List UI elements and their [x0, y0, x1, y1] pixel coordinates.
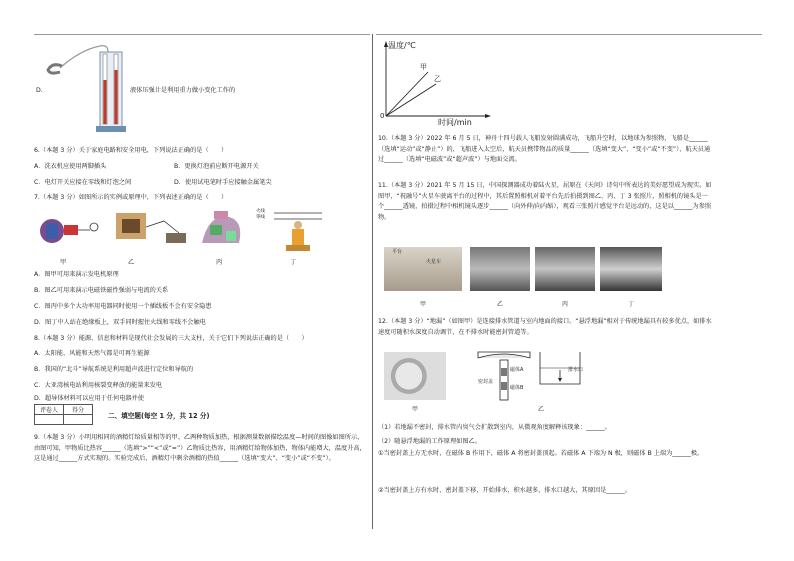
q7-option-b: B．图乙可用来演示电磁铁磁性强弱与电流的关系 — [34, 287, 169, 294]
top-rule-left — [34, 34, 370, 35]
column-divider — [372, 34, 373, 529]
graph-line-jia: 甲 — [420, 63, 427, 71]
q6-option-a: A．洗衣机应使用两脚插头 — [34, 163, 107, 170]
score-table — [34, 404, 93, 425]
q8-option-d: D．超导体材料可以应用于任何电器并使 — [34, 395, 144, 402]
q12-photo-floor-drain — [384, 352, 446, 400]
q12-label-magnet-b: 磁体B — [510, 385, 524, 391]
score-table-blank — [35, 415, 64, 425]
q7-figures — [34, 203, 324, 265]
q12-label-outlet: 排水口 — [568, 367, 584, 373]
graph-origin: 0 — [380, 112, 385, 120]
q8-option-c: C．大亚湾核电站利用核裂变释放的能量来发电 — [34, 382, 163, 389]
q7-option-c: C．图丙中多个大功率用电器同时使用一个插线板不会有安全隐患 — [34, 303, 212, 310]
ding-wire-neutral: 零线 — [256, 215, 265, 220]
q12-part-2b: ②当密封盖上方有水时，密封盖下移，开始排水，积水越多，排水口越大，其原因是______。 — [378, 487, 632, 494]
top-rule-right — [376, 34, 762, 35]
q7-fig-label-ding: 丁 — [290, 259, 297, 266]
q11-caption-bing: 丙 — [562, 301, 569, 308]
q11-photo-ding — [600, 247, 662, 291]
q12-label-seal: 密封盖 — [478, 379, 494, 385]
ding-wire-live: 火线 — [256, 209, 265, 214]
q10-text: 10.（本题 3 分）2022 年 6 月 5 日，神舟十四号载人飞船发射圆满成功，飞船升空时，以地球为参照物，飞船是______（选填“运动”或“静止”）的，飞船进入太空后，航天员携带物品的质量______（选填“变大”、“变小”或“不变”），航天员通过______（选填“电磁波”或“超声波”）与地面交流。 — [378, 135, 711, 163]
q7-stem: 7.（本题 3 分）如图所示的实例或原理中，下列表述正确的是（ ） — [34, 194, 228, 201]
score-table-grader: 评卷人 — [35, 405, 64, 415]
q8-option-b: B．我国的“北斗”导航系统是利用超声波进行定位和导航的 — [34, 366, 194, 373]
section-2-heading: 二、填空题(每空 1 分，共 12 分) — [108, 412, 210, 420]
q12-caption-jia: 甲 — [412, 406, 419, 413]
pressure-gauge-figure — [40, 40, 130, 136]
q7-fig-label-jia: 甲 — [60, 259, 67, 266]
q6-option-b: B．更换灯泡前应断开电源开关 — [174, 163, 259, 170]
q7-option-d: D．图丁中人站在绝缘板上，双手同时握住火线和零线不会触电 — [34, 319, 206, 326]
q8-stem: 8.（本题 3 分）能源、信息和材料是现代社会发展的三大支柱，关于它们下列说法正确的是（ ） — [34, 335, 308, 342]
q7-fig-label-bing: 丙 — [216, 259, 223, 266]
q12-text: 12.（本题 3 分）“地漏”（如图甲）是连接排水管道与室内地面的接口。“悬浮地漏”相对于传统地漏具有较多优点，如排水速度可随积水深度自动调节，在不排水时能密封管道等。 — [378, 318, 712, 336]
q11-photo-yi — [470, 247, 530, 291]
q11-text: 11.（本题 3 分）2021 年 5 月 15 日，中国探测器成功着陆火星，屈原在《天问》诗句中所表达的美好愿望成为现实。如图甲，“祝融号”火星车驶离平台的过程中，其后置照相机对着平台先后拍摄到图乙、丙、丁 3 张照片，照相机的镜头是一个______透镜，拍摄过程中相机镜头逐步______（向外伸/向内缩），观看三张照片感觉平台是远动的，这是以______为参照物。 — [378, 182, 712, 221]
option-d-label: D. — [36, 87, 43, 94]
q8-option-a: A．太阳能、风能和天然气都是可再生能源 — [34, 350, 150, 357]
graph-ylabel: 温度/℃ — [388, 41, 416, 50]
q6-option-c: C．电灯开关应接在零线和灯泡之间 — [34, 179, 132, 186]
q12-part-2a: ①当密封盖上方无水时，在磁体 B 作用下，磁体 A 将密封盖顶起。若磁体 A 下端为 N 极，则磁体 B 上端为______极。 — [378, 450, 704, 457]
q12-label-magnet-a: 磁体A — [510, 367, 524, 373]
q7-option-a: A．图甲可用来演示发电机原理 — [34, 271, 119, 278]
option-d-text: 液体压强计是利用重力做小变化工作的 — [130, 87, 236, 94]
q7-fig-label-yi: 乙 — [128, 259, 135, 266]
score-table-score: 得分 — [64, 405, 93, 415]
q11-platform-label: 平台 — [392, 249, 403, 255]
q6-stem: 6.（本题 3 分）关于家庭电路和安全用电，下列说法正确的是（ ） — [34, 147, 228, 154]
graph-line-yi: 乙 — [434, 75, 441, 83]
q12-part-1: （1）若地漏不密封，排水管内臭气会扩散到室内，从微观角度解释该现象：______。 — [378, 424, 611, 431]
graph-xlabel: 时间/min — [438, 118, 472, 127]
q12-part-2: （2）随悬浮地漏的工作原理如图乙。 — [378, 438, 481, 445]
q6-option-d: D．使用试电笔时手应接触金属笔尖 — [174, 179, 272, 186]
q11-rover-label: 火星车 — [426, 259, 442, 265]
q11-photo-bing — [535, 247, 595, 291]
q11-caption-jia: 甲 — [420, 301, 427, 308]
q11-caption-yi: 乙 — [497, 301, 504, 308]
q9-text: 9.（本题 3 分）小明用相同的酒精灯给质量相等的甲、乙两种物质加热，根据测量数据描绘温度—时间的图像如图所示，由图可知，甲物质比热容______（选填“>”“<”或“=”）乙物质比热容，用酒精灯给物体加热，物体内能增大，温度升高，这是通过______方式实现的。实验完成后，酒精灯中剩余酒精的热值______（选填“变大”、“变小”或“不变”）。 — [34, 434, 366, 462]
q12-caption-yi: 乙 — [538, 406, 545, 413]
q11-caption-ding: 丁 — [628, 301, 635, 308]
score-table-blank — [64, 415, 93, 425]
